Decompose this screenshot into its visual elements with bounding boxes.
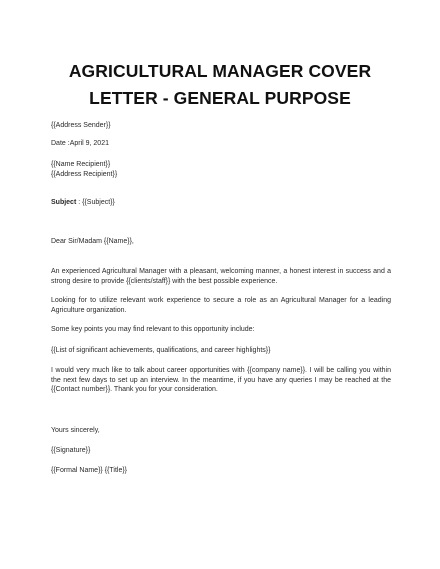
paragraph-closing: I would very much like to talk about career opportunities with {{company name}}. I will be calling you within the next few days to set up an interview. In the meantime, if you have any queries I may be reached at the {{Contact number}}. Thank you for your consideration. <box>51 367 391 394</box>
date-value: April 9, 2021 <box>69 140 109 147</box>
paragraph-intro: An experienced Agricultural Manager with a pleasant, welcoming manner, a honest interest in success and a strong desire to provide {{clients/staff}} with the best possible experience. <box>51 268 391 285</box>
address-recipient: {{Address Recipient}} <box>51 170 118 178</box>
subject-label: Subject <box>51 199 77 206</box>
closing-phrase: Yours sincerely, <box>51 427 100 434</box>
date-label: Date : <box>51 140 70 147</box>
document-title: AGRICULTURAL MANAGER COVER LETTER - GENERAL PURPOSE <box>68 61 372 108</box>
achievements-list: {{List of significant achievements, qualifications, and career highlights}} <box>51 347 271 354</box>
signature-placeholder: {{Signature}} <box>51 447 91 454</box>
subject-line <box>51 198 393 208</box>
formal-name-title: {{Formal Name}} {{Title}} <box>51 467 128 474</box>
salutation: Dear Sir/Madam {{Name}}, <box>51 238 134 245</box>
paragraph-objective: Looking for to utilize relevant work experience to secure a role as an Agricultural Manager for a leading Agriculture organization. <box>51 297 391 314</box>
paragraph-key-points: Some key points you may find relevant to this opportunity include: <box>51 326 255 333</box>
date-line <box>51 139 393 149</box>
subject-value: : {{Subject}} <box>76 199 115 206</box>
name-recipient: {{Name Recipient}} <box>51 161 111 168</box>
address-sender: {{Address Sender}} <box>51 122 111 129</box>
